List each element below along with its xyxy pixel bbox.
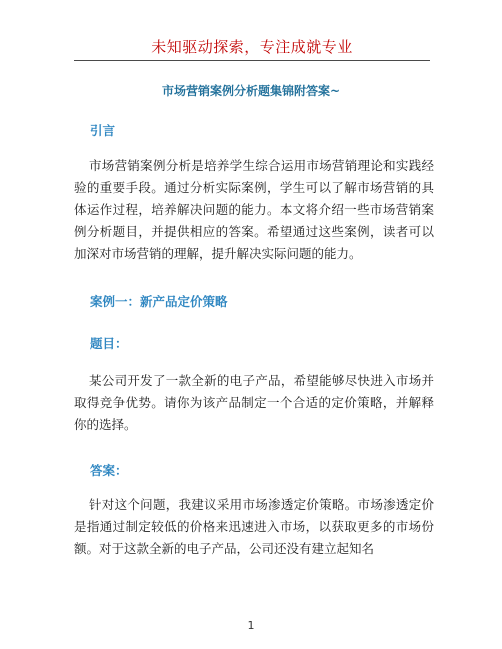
intro-heading: 引言	[90, 123, 116, 138]
answer-paragraph: 针对这个问题，我建议采用市场渗透定价策略。市场渗透定价是指通过制定较低的价格来迅速进入市场，以获取更多的市场份额。对于这款全新的电子产品，公司还没有建立起知名	[74, 497, 434, 556]
answer-heading: 答案：	[90, 463, 128, 478]
page-number: 1	[247, 619, 255, 632]
document-title: 市场营销案例分析题集锦附答案~	[161, 84, 341, 98]
document-header: 未知驱动探索，专注成就专业	[151, 38, 353, 56]
question-paragraph: 某公司开发了一款全新的电子产品，希望能够尽快进入市场并取得竞争优势。请你为该产品制定一个合适的定价策略，并解释你的选择。	[74, 373, 434, 432]
header-divider	[74, 60, 430, 61]
question-heading: 题目：	[90, 336, 128, 351]
intro-paragraph: 市场营销案例分析是培养学生综合运用市场营销理论和实践经验的重要手段。通过分析实际案例，学生可以了解市场营销的具体运作过程，培养解决问题的能力。本文将介绍一些市场营销案例分析题目，并提供相应的答案。希望通过这些案例，读者可以加深对市场营销的理解，提升解决实际问题的能力。	[74, 158, 434, 261]
case1-heading: 案例一：新产品定价策略	[90, 294, 228, 309]
